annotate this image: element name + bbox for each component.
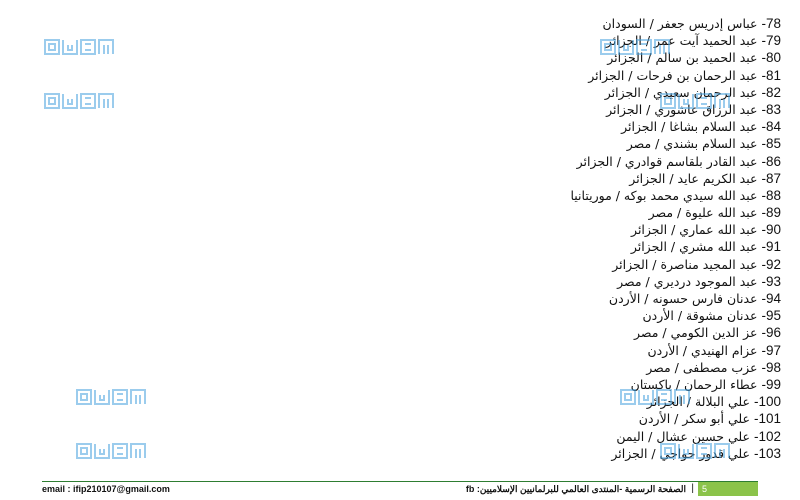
entry-number: 87- [761, 170, 781, 186]
entry-number: 99- [761, 376, 781, 392]
entry-text: عبد الحميد بن سالم / الجزائر [607, 50, 758, 66]
entry-number: 82- [761, 84, 781, 100]
list-item [0, 273, 781, 290]
footer-title: الصفحة الرسمية -المنتدى العالمي للبرلمانيين الإسلاميين: fb [465, 484, 686, 494]
entry-text: عزام الهنيدي / الأردن [647, 342, 758, 358]
entry-text: عبد الموجود درديري / مصر [617, 273, 758, 289]
entry-number: 84- [761, 119, 781, 135]
list-item [0, 170, 781, 187]
entry-text: عباس إدريس جعفر / السودان [602, 16, 758, 31]
entry-number: 92- [761, 256, 781, 272]
list-item [0, 187, 781, 204]
entry-text: عبد الكريم عايد / الجزائر [629, 170, 758, 186]
list-item [0, 238, 781, 255]
entry-text: عبد الرحمان سعيدي / الجزائر [604, 84, 758, 100]
list-item [0, 290, 781, 307]
watermark-logo-icon [76, 388, 148, 406]
entry-number: 97- [761, 342, 781, 358]
entry-number: 93- [761, 273, 781, 289]
entry-text: علي البلالة / الجزائر [646, 394, 750, 410]
list-item [0, 324, 781, 341]
entry-text: عطاء الرحمان / باكستان [630, 376, 758, 392]
entry-text: عبد الله عماري / الجزائر [631, 222, 758, 238]
entry-number: 91- [761, 239, 781, 255]
entry-text: عبد الله مشري / الجزائر [630, 239, 758, 255]
list-item [0, 153, 781, 170]
watermark-logo-icon [620, 388, 692, 406]
footer-separator: | [691, 483, 694, 494]
entry-number: 83- [761, 101, 781, 117]
entry-number: 94- [761, 291, 781, 306]
entry-text: عبد الرزاق عاشوري / الجزائر [606, 101, 758, 117]
entry-text: عز الدين الكومي / مصر [633, 325, 758, 341]
list-item [0, 135, 781, 152]
list-item [0, 118, 781, 135]
entry-number: 101- [753, 411, 781, 427]
entry-number: 90- [761, 222, 781, 238]
entry-number: 98- [761, 359, 781, 375]
watermark-logo-icon [660, 92, 732, 110]
list-item [0, 256, 781, 273]
entry-text: عبد السلام بشندي / مصر [626, 136, 758, 152]
list-item [0, 204, 781, 221]
entry-text: عزب مصطفى / مصر [646, 359, 758, 375]
footer-email: email : ifip210107@gmail.com [42, 484, 170, 494]
list-item [0, 67, 781, 84]
entry-text: عبد المجيد مناصرة / الجزائر [612, 256, 758, 272]
entry-number: 86- [761, 153, 781, 169]
list-item [0, 342, 781, 359]
entry-text: عبد الرحمان بن فرحات / الجزائر [588, 67, 758, 83]
entry-number: 89- [761, 205, 781, 221]
list-item [0, 221, 781, 238]
list-item [0, 15, 781, 32]
entry-number: 79- [761, 33, 781, 49]
entry-text: علي حسين عشال / اليمن [616, 428, 750, 444]
entry-number: 81- [761, 67, 781, 83]
entry-text: عبد الله سيدي محمد بوكه / موريتانيا [570, 187, 758, 203]
entry-number: 80- [761, 50, 781, 66]
entry-number: 85- [761, 136, 781, 152]
page-number: 5 [698, 482, 758, 496]
entry-text: عبد السلام بشاغا / الجزائر [621, 119, 758, 135]
watermark-logo-icon [600, 38, 672, 56]
watermark-logo-icon [44, 38, 116, 56]
entry-text: علي قدور حواجي / الجزائر [611, 445, 750, 461]
watermark-logo-icon [44, 92, 116, 110]
page-footer [42, 482, 758, 498]
entry-text: عدنان فارس حسونه / الأردن [608, 291, 758, 306]
watermark-logo-icon [660, 442, 732, 460]
entry-number: 95- [761, 308, 781, 324]
entry-number: 100- [753, 394, 781, 410]
entry-text: علي أبو سكر / الأردن [638, 411, 750, 427]
entry-text: عبد الحميد آيت عمر / الجزائر [605, 33, 758, 49]
entry-text: عبد الله عليوة / مصر [648, 205, 758, 221]
entry-number: 78- [761, 16, 781, 31]
watermark-logo-icon [76, 442, 148, 460]
entry-text: عدنان مشوقة / الأردن [642, 308, 758, 324]
entry-number: 88- [761, 187, 781, 203]
entry-text: عبد القادر بلقاسم قوادري / الجزائر [576, 153, 758, 169]
entry-number: 103- [753, 445, 781, 461]
list-item [0, 359, 781, 376]
entry-number: 102- [753, 428, 781, 444]
entry-number: 96- [761, 325, 781, 341]
list-item [0, 410, 781, 427]
list-item [0, 307, 781, 324]
